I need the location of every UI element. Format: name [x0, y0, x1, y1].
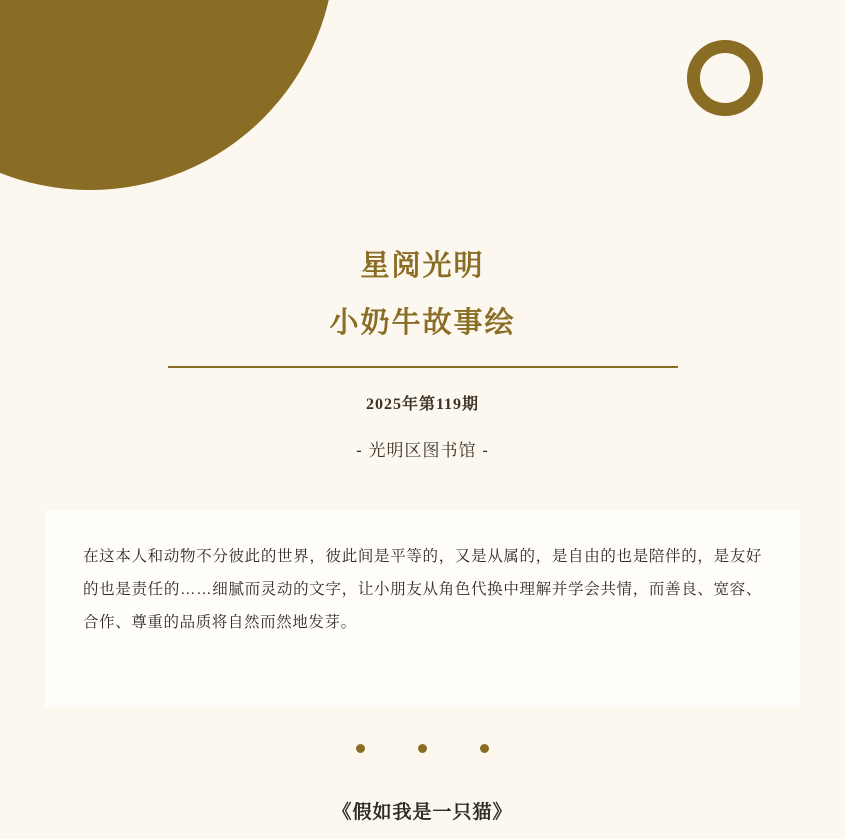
title-divider — [168, 366, 678, 368]
quarter-circle-icon — [0, 0, 335, 190]
dot-1 — [356, 744, 365, 753]
dot-separator — [0, 744, 845, 753]
ring-icon — [687, 40, 763, 116]
dot-3 — [480, 744, 489, 753]
page-title-primary: 星阅光明 — [360, 250, 485, 282]
page-title-secondary: 小奶牛故事绘 — [329, 307, 516, 339]
title-block — [0, 246, 845, 343]
issue-label: 2025年第119期 — [365, 396, 480, 413]
description-card — [45, 510, 800, 707]
dot-2 — [418, 744, 427, 753]
book-title-label: 《假如我是一只猫》 — [332, 802, 513, 823]
description-text: 在这本人和动物不分彼此的世界，彼此间是平等的，又是从属的，是自由的也是陪伴的，是友好的也是责任的……细腻而灵动的文字，让小朋友从角色代换中理解并学会共情，而善良、宽容、合作、尊重的品质将自然而然地发芽。 — [83, 548, 762, 631]
organization-label: - 光明区图书馆 - — [356, 441, 489, 460]
